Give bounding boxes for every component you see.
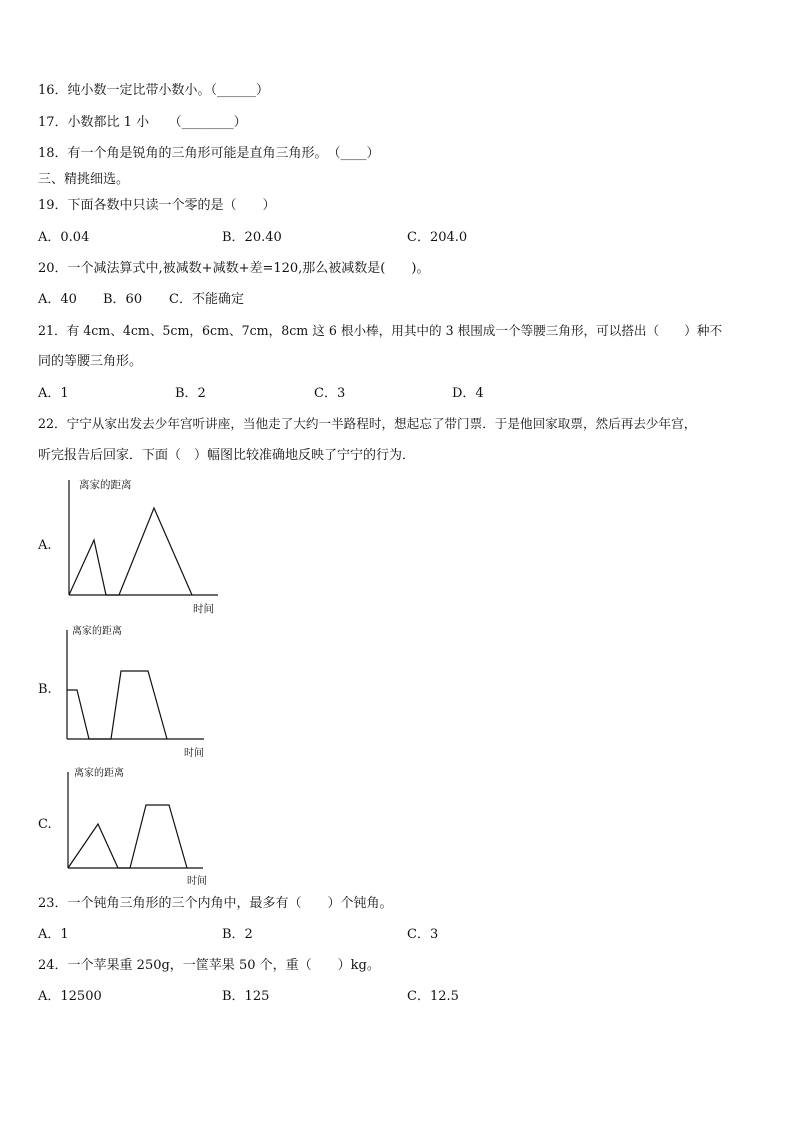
graph-c (60, 762, 220, 890)
question-19: 19．下面各数中只读一个零的是（ ） (38, 198, 276, 213)
q21-option-d: D．4 (452, 386, 484, 401)
graph-b-path (67, 671, 167, 739)
graph-a-xlabel: 时间 (193, 603, 214, 615)
q21-option-b: B．2 (175, 386, 206, 401)
question-22-line1: 22．宁宁从家出发去少年宫听讲座，当他走了大约一半路程时，想起忘了带门票．于是他回家取票，然后再去少年宫， (38, 416, 697, 431)
question-18: 18．有一个角是锐角的三角形可能是直角三角形。 （____） (38, 146, 380, 161)
q24-option-a: A．12500 (38, 989, 102, 1004)
graph-c-label: C. (38, 817, 52, 832)
graph-a-ylabel: 离家的距离 (79, 479, 132, 491)
q20-option-b: B．60 (103, 292, 143, 307)
graph-a-label: A. (38, 538, 52, 553)
question-21-line1: 21．有 4cm、4cm、5cm，6cm、7cm，8cm 这 6 根小棒，用其中的 3 根围成一个等腰三角形，可以搭出（ ）种不 (38, 323, 723, 338)
graph-b (60, 620, 220, 762)
q19-option-b: B．20.40 (222, 230, 282, 245)
question-16: 16．纯小数一定比带小数小。（______） (38, 83, 270, 98)
question-24: 24．一个苹果重 250g，一筐苹果 50 个，重（ ）kg。 (38, 958, 380, 973)
q23-option-c: C．3 (407, 927, 439, 942)
graph-b-label: B. (38, 682, 52, 697)
question-21-line2: 同的等腰三角形。 (38, 354, 143, 369)
q21-option-c: C．3 (314, 386, 346, 401)
q24-option-c: C．12.5 (407, 989, 459, 1004)
question-22-line2: 听完报告后回家．下面（ ）幅图比较准确地反映了宁宁的行为． (38, 448, 416, 463)
q23-option-b: B．2 (222, 927, 253, 942)
graph-b-ylabel: 离家的距离 (72, 626, 122, 637)
question-17: 17．小数都比 1 小 （________） (38, 115, 247, 130)
q20-option-c: C．不能确定 (169, 292, 244, 307)
q24-option-b: B．125 (222, 989, 270, 1004)
graph-c-path (68, 805, 187, 868)
graph-b-xlabel: 时间 (184, 748, 204, 759)
q19-option-a: A．0.04 (38, 230, 90, 245)
question-23: 23．一个钝角三角形的三个内角中，最多有（ ）个钝角。 (38, 896, 393, 911)
section-heading: 三、精挑细选。 (38, 172, 130, 187)
graph-c-xlabel: 时间 (187, 876, 207, 887)
q21-option-a: A．1 (38, 386, 69, 401)
question-20: 20．一个减法算式中,被减数+减数+差=120,那么被减数是( )。 (38, 261, 430, 276)
q23-option-a: A．1 (38, 927, 69, 942)
q20-option-a: A．40 (38, 292, 77, 307)
graph-a-path (69, 508, 192, 595)
graph-c-ylabel: 离家的距离 (74, 768, 124, 779)
graph-a (60, 472, 230, 620)
q19-option-c: C．204.0 (407, 230, 468, 245)
